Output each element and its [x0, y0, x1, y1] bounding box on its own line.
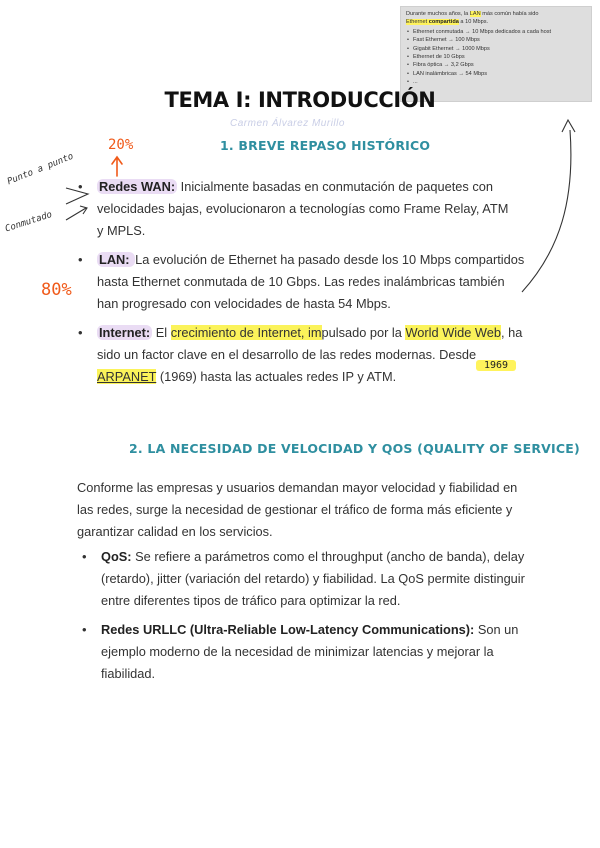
- bullet-text: El: [152, 325, 171, 340]
- bullet-dot: •: [78, 325, 83, 340]
- highlight-crecimiento: crecimiento de Internet, im: [170, 325, 322, 340]
- note-item: • Gigabit Ethernet → 1000 Mbps: [406, 45, 586, 53]
- note-item: • ...: [406, 78, 586, 86]
- note-text: a 10 Mbps.: [458, 19, 489, 26]
- note-item: • Ethernet de 10 Gbps: [406, 53, 586, 61]
- arrow-punto-a-punto: [66, 188, 88, 204]
- note-highlight: LAN: [469, 11, 481, 17]
- bullet-text: (1969) hasta las actuales redes IP y ATM.: [156, 369, 397, 384]
- note-item: • LAN inalámbricas → 54 Mbps: [406, 70, 586, 78]
- note-list: [406, 28, 586, 87]
- annotation-punto-a-punto: Punto a punto: [6, 151, 76, 188]
- page-title: TEMA I: INTRODUCCIÓN: [164, 88, 436, 112]
- note-item: • Fibra óptica → 3,2 Gbps: [406, 61, 586, 69]
- note-text: Durante muchos años, la: [406, 11, 470, 17]
- bullet-label: LAN:: [99, 252, 134, 267]
- author-handwriting: Carmen Álvarez Murillo: [230, 118, 345, 129]
- highlight-www: World Wide Web: [405, 325, 501, 340]
- annotation-80-percent: 80%: [41, 280, 72, 300]
- bullet-text: Se refiere a parámetros como el throughput (ancho de banda), delay (retardo), jitter (variación del retardo) y fiabilidad. La QoS permite distinguir entre diferentes tipos de tráfico para optimizar la red.: [101, 549, 525, 608]
- note-intro: [406, 10, 586, 27]
- section2-heading: 2. LA NECESIDAD DE VELOCIDAD Y QOS (QUALITY OF SERVICE): [129, 441, 580, 456]
- note-item: • Ethernet conmutada → 10 Mbps dedicados a cada host: [406, 28, 586, 36]
- arrow-20-percent: [112, 157, 122, 176]
- bullet-text: La evolución de Ethernet ha pasado desde los 10 Mbps compartidos hasta Ethernet conmutada de 10 Gbps. Las redes inalámbricas también han progresado con velocidades de hasta 54 Mbps.: [97, 252, 525, 311]
- bullet-label: QoS:: [101, 549, 132, 564]
- bullet-redes-wan: [78, 176, 517, 242]
- bullet-urllc: [82, 619, 531, 685]
- bullet-text: pulsado por la: [321, 325, 406, 340]
- bullet-text: , ha sido un factor clave en el desarrollo de las redes modernas. Desde: [97, 325, 523, 362]
- bullet-dot: •: [82, 549, 87, 564]
- bullet-label: Redes URLLC (Ultra-Reliable Low-Latency Communications):: [101, 622, 475, 637]
- note-highlight-bold: compartida: [428, 19, 459, 26]
- note-highlight: Ethernet: [406, 19, 429, 26]
- bullet-lan: [78, 249, 527, 315]
- bullet-label: Internet:: [99, 325, 151, 340]
- bullet-dot: •: [78, 179, 83, 194]
- annotation-20-percent: 20%: [108, 137, 134, 153]
- arrow-conmutado: [66, 206, 87, 220]
- highlight-arpanet: ARPANET: [97, 369, 157, 384]
- annotation-1969: 1969: [476, 360, 516, 371]
- bullet-text: Inicialmente basadas en conmutación de paquetes con velocidades bajas, evolucionaron a tecnologías como Frame Relay, ATM y MPLS.: [97, 179, 509, 238]
- note-item: • Fast Ethernet → 100 Mbps: [406, 36, 586, 44]
- arrow-head-sticky-note: [562, 120, 575, 132]
- note-text: más común había sido: [480, 11, 539, 17]
- annotation-conmutado: Conmutado: [4, 209, 54, 235]
- arrow-to-sticky-note: [522, 130, 571, 292]
- bullet-label: Redes WAN:: [99, 179, 176, 194]
- section1-heading: 1. BREVE REPASO HISTÓRICO: [220, 138, 431, 153]
- bullet-qos: [82, 546, 531, 612]
- bullet-text: Son un ejemplo moderno de la necesidad de minimizar latencias y mejorar la fiabilidad.: [101, 622, 519, 681]
- bullet-internet: [78, 322, 527, 388]
- bullet-dot: •: [78, 252, 83, 267]
- section2-intro: Conforme las empresas y usuarios demandan mayor velocidad y fiabilidad en las redes, surge la necesidad de gestionar el tráfico de forma más eficiente y garantizar calidad en los servicios.: [77, 480, 518, 539]
- bullet-dot: •: [82, 622, 87, 637]
